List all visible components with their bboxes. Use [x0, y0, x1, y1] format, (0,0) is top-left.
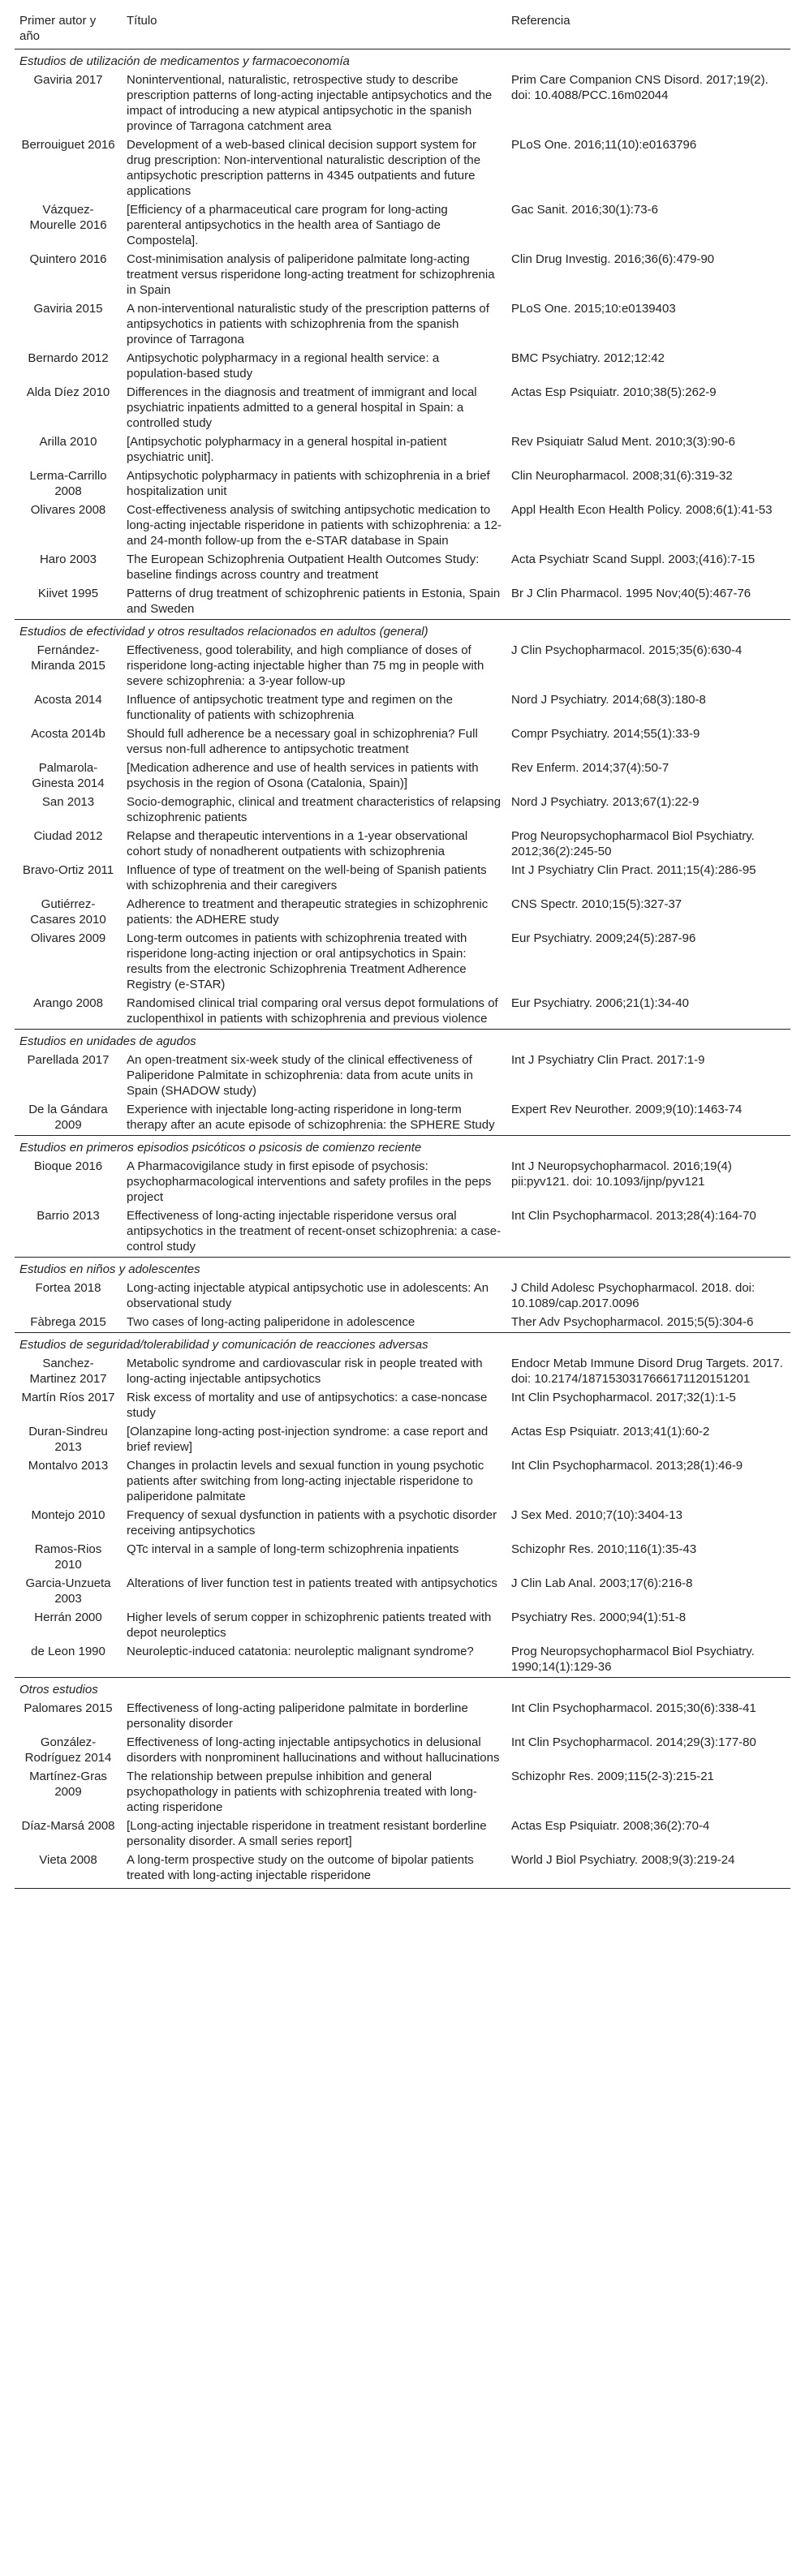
- reference-cell: Int Clin Psychopharmacol. 2013;28(1):46-9: [511, 1459, 743, 1473]
- reference-cell: Br J Clin Pharmacol. 1995 Nov;40(5):467-76: [511, 587, 751, 600]
- author-cell: Díaz-Marsá 2008: [21, 1819, 115, 1833]
- table-row: [15, 725, 790, 759]
- author-cell: Gaviria 2017: [33, 73, 103, 87]
- author-cell: De la Gándara 2009: [28, 1103, 108, 1132]
- reference-cell: Eur Psychiatry. 2006;21(1):34-40: [511, 996, 690, 1010]
- author-cell: Lerma-Carrillo 2008: [29, 469, 107, 498]
- author-cell: Fernández-Miranda 2015: [31, 643, 105, 673]
- author-cell: Arilla 2010: [39, 435, 97, 449]
- section-title: Estudios de seguridad/tolerabilidad y comunicación de reacciones adversas: [15, 1333, 790, 1356]
- table-row: [15, 300, 790, 350]
- table-row: [15, 433, 790, 467]
- table-row: [15, 1314, 790, 1333]
- author-cell: Ciudad 2012: [33, 829, 103, 843]
- reference-cell: CNS Spectr. 2010;15(5):327-37: [511, 897, 682, 911]
- reference-cell: Schizophr Res. 2010;116(1):35-43: [511, 1542, 697, 1556]
- table-row: [15, 1541, 790, 1575]
- author-cell: Ramos-Rios 2010: [34, 1542, 102, 1572]
- title-cell: [Antipsychotic polypharmacy in a general hospital in-patient psychiatric unit].: [127, 435, 447, 464]
- section-title: Estudios en niños y adolescentes: [15, 1258, 790, 1280]
- title-cell: Should full adherence be a necessary goal in schizophrenia? Full versus non-full adherence to antipsychotic treatment: [127, 727, 478, 756]
- author-cell: Gutiérrez-Casares 2010: [30, 897, 106, 927]
- author-cell: Bernardo 2012: [28, 351, 109, 365]
- table-row: [15, 691, 790, 725]
- table-row: [15, 759, 790, 793]
- table-row: [15, 1457, 790, 1507]
- reference-cell: Expert Rev Neurother. 2009;9(10):1463-74: [511, 1103, 743, 1116]
- title-cell: The relationship between prepulse inhibition and general psychopathology in patients with schizophrenia treated with long-acting risperidone: [127, 1770, 477, 1814]
- table-row: [15, 1768, 790, 1817]
- reference-cell: Eur Psychiatry. 2009;24(5):287-96: [511, 931, 696, 945]
- reference-cell: Clin Drug Investig. 2016;36(6):479-90: [511, 252, 715, 266]
- reference-cell: Int Clin Psychopharmacol. 2017;32(1):1-5: [511, 1391, 736, 1404]
- title-cell: Frequency of sexual dysfunction in patients with a psychotic disorder receiving antipsychotics: [127, 1508, 497, 1537]
- title-cell: [Long-acting injectable risperidone in treatment resistant borderline personality disorder. A small series report]: [127, 1819, 487, 1848]
- table-row: [15, 1101, 790, 1136]
- table-row: [15, 1051, 790, 1101]
- table-row: [15, 201, 790, 251]
- author-cell: Olivares 2009: [30, 931, 106, 945]
- title-cell: Alterations of liver function test in patients treated with antipsychotics: [127, 1576, 497, 1590]
- author-cell: Martín Ríos 2017: [21, 1391, 115, 1404]
- author-cell: San 2013: [41, 795, 95, 809]
- table-row: [15, 862, 790, 896]
- title-cell: Influence of antipsychotic treatment type and regimen on the functionality of patients with schizophrenia: [127, 693, 453, 722]
- author-cell: Montalvo 2013: [28, 1459, 109, 1473]
- reference-cell: Int Clin Psychopharmacol. 2013;28(4):164-70: [511, 1209, 756, 1223]
- author-cell: Quintero 2016: [29, 252, 107, 266]
- reference-cell: Int Clin Psychopharmacol. 2015;30(6):338-41: [511, 1701, 756, 1715]
- section-header-row: [15, 1136, 790, 1159]
- author-cell: Duran-Sindreu 2013: [28, 1425, 108, 1454]
- section-title: Estudios en primeros episodios psicóticos o psicosis de comienzo reciente: [15, 1136, 790, 1159]
- table-row: [15, 1507, 790, 1541]
- title-cell: Relapse and therapeutic interventions in a 1-year observational cohort study of nonadherent outpatients with schizophrenia: [127, 829, 468, 858]
- header-row: [15, 11, 790, 49]
- author-cell: Kiivet 1995: [37, 587, 99, 600]
- reference-cell: World J Biol Psychiatry. 2008;9(3):219-24: [506, 1851, 790, 1889]
- title-cell: Metabolic syndrome and cardiovascular risk in people treated with long-acting injectable antipsychotics: [127, 1357, 483, 1386]
- reference-cell: J Clin Lab Anal. 2003;17(6):216-8: [511, 1576, 693, 1590]
- table-row: [15, 995, 790, 1030]
- title-cell: The European Schizophrenia Outpatient Health Outcomes Study: baseline findings across country and treatment: [127, 553, 480, 582]
- author-cell: Barrio 2013: [37, 1209, 100, 1223]
- reference-cell: Acta Psychiatr Scand Suppl. 2003;(416):7-15: [511, 553, 755, 566]
- author-cell: Bravo-Ortiz 2011: [22, 863, 114, 877]
- reference-cell: Int J Psychiatry Clin Pract. 2017:1-9: [511, 1053, 705, 1067]
- title-cell: Neuroleptic-induced catatonia: neuroleptic malignant syndrome?: [127, 1645, 474, 1658]
- reference-cell: Nord J Psychiatry. 2013;67(1):22-9: [511, 795, 700, 809]
- title-cell: Long-term outcomes in patients with schizophrenia treated with risperidone long-acting injection or oral antipsychotics in Spain: results from the electronic Schizophrenia Treatment Adherence Registry (e-STAR): [127, 931, 467, 991]
- author-cell: Acosta 2014b: [31, 727, 105, 741]
- reference-cell: Appl Health Econ Health Policy. 2008;6(1):41-53: [511, 503, 773, 517]
- title-cell: QTc interval in a sample of long-term schizophrenia inpatients: [127, 1542, 459, 1556]
- studies-table: [15, 11, 790, 1889]
- title-cell: Long-acting injectable atypical antipsychotic use in adolescents: An observational study: [127, 1281, 489, 1310]
- reference-cell: Int J Psychiatry Clin Pract. 2011;15(4):286-95: [511, 863, 756, 877]
- reference-cell: Int Clin Psychopharmacol. 2014;29(3):177-80: [511, 1735, 756, 1749]
- author-cell: Olivares 2008: [30, 503, 106, 517]
- author-cell: Montejo 2010: [31, 1508, 105, 1522]
- title-cell: Development of a web-based clinical decision support system for drug prescription: Non-interventional naturalistic description of the antipsychotic prescription patterns in 4345 outpatients and future applications: [127, 138, 481, 198]
- section-title: Estudios de efectividad y otros resultados relacionados en adultos (general): [15, 620, 790, 643]
- title-cell: Socio-demographic, clinical and treatment characteristics of relapsing schizophrenic patients: [127, 795, 502, 824]
- table-row: [15, 642, 790, 691]
- table-row: [15, 1817, 790, 1851]
- title-cell: Effectiveness of long-acting paliperidone palmitate in borderline personality disorder: [127, 1701, 468, 1731]
- title-cell: [Medication adherence and use of health services in patients with psychosis in the region of Osona (Catalonia, Spain)]: [127, 761, 479, 790]
- reference-cell: Rev Enferm. 2014;37(4):50-7: [511, 761, 669, 775]
- title-cell: Differences in the diagnosis and treatment of immigrant and local psychiatric inpatients admitted to a general hospital in Spain: a controlled study: [127, 385, 477, 430]
- reference-cell: PLoS One. 2016;11(10):e0163796: [511, 138, 697, 152]
- table-body: [15, 49, 790, 1889]
- section-header-row: [15, 49, 790, 72]
- title-cell: Effectiveness of long-acting injectable risperidone versus oral antipsychotics in the treatment of recent-onset schizophrenia: a case-control study: [127, 1209, 502, 1254]
- title-cell: Changes in prolactin levels and sexual function in young psychotic patients after switching from long-acting injectable risperidone to paliperidone palmitate: [127, 1459, 484, 1503]
- title-cell: Antipsychotic polypharmacy in a regional health service: a population-based study: [127, 351, 440, 381]
- header-reference: Referencia: [506, 11, 790, 49]
- author-cell: Palmarola-Ginesta 2014: [32, 761, 105, 790]
- table-row: [15, 793, 790, 828]
- section-header-row: [15, 1333, 790, 1356]
- section-title: Estudios de utilización de medicamentos y farmacoeconomía: [19, 54, 350, 68]
- table-row: [15, 501, 790, 551]
- table-row: [15, 1389, 790, 1423]
- table-row: [15, 350, 790, 384]
- author-cell: de Leon 1990: [31, 1645, 105, 1658]
- author-cell: Martínez-Gras 2009: [29, 1770, 107, 1799]
- table-header: [15, 11, 790, 49]
- reference-cell: J Sex Med. 2010;7(10):3404-13: [511, 1508, 682, 1522]
- reference-cell: Prog Neuropsychopharmacol Biol Psychiatry. 2012;36(2):245-50: [511, 829, 755, 858]
- reference-cell: Rev Psiquiatr Salud Ment. 2010;3(3):90-6: [511, 435, 735, 449]
- table-row: [15, 467, 790, 501]
- table-row: [15, 896, 790, 930]
- table-row: [15, 1734, 790, 1768]
- author-cell: Haro 2003: [39, 553, 97, 566]
- author-cell: Fortea 2018: [35, 1281, 101, 1295]
- table-row: [15, 1700, 790, 1734]
- table-row: [15, 71, 790, 136]
- author-cell: Berrouiguet 2016: [21, 138, 115, 152]
- title-cell: Two cases of long-acting paliperidone in adolescence: [127, 1315, 415, 1329]
- title-cell: A non-interventional naturalistic study of the prescription patterns of antipsychotics in patients with schizophrenia from the spanish province of Tarragona: [127, 302, 489, 346]
- table-row: [15, 384, 790, 433]
- table-row: [15, 930, 790, 995]
- author-cell: Arango 2008: [33, 996, 103, 1010]
- author-cell: Bioque 2016: [33, 1159, 103, 1173]
- reference-cell: Actas Esp Psiquiatr. 2010;38(5):262-9: [511, 385, 717, 399]
- reference-cell: Actas Esp Psiquiatr. 2013;41(1):60-2: [511, 1425, 710, 1439]
- table-row: [15, 1851, 790, 1889]
- section-header-row: [15, 620, 790, 643]
- reference-cell: PLoS One. 2015;10:e0139403: [511, 302, 676, 316]
- author-cell: Parellada 2017: [27, 1053, 110, 1067]
- author-cell: Garcia-Unzueta 2003: [25, 1576, 111, 1606]
- table-row: [15, 585, 790, 620]
- reference-cell: Schizophr Res. 2009;115(2-3):215-21: [511, 1770, 714, 1783]
- title-cell: Patterns of drug treatment of schizophrenic patients in Estonia, Spain and Sweden: [127, 587, 501, 616]
- author-cell: Vázquez-Mourelle 2016: [29, 203, 107, 232]
- title-cell: Risk excess of mortality and use of antipsychotics: a case-noncase study: [127, 1391, 488, 1420]
- title-cell: An open-treatment six-week study of the clinical effectiveness of Paliperidone Palmitate in schizophrenia: data from acute units in Spain (SHADOW study): [127, 1053, 473, 1098]
- reference-cell: Prim Care Companion CNS Disord. 2017;19(2). doi: 10.4088/PCC.16m02044: [511, 73, 768, 102]
- title-cell: [Efficiency of a pharmaceutical care program for long-acting parenteral antipsychotics in the health area of Santiago de Compostela].: [127, 203, 448, 247]
- title-cell: Cost-effectiveness analysis of switching antipsychotic medication to long-acting injectable risperidone in patients with schizophrenia: a 12- and 24-month follow-up from the e-STAR database in Spain: [127, 503, 502, 548]
- author-cell: Herrán 2000: [34, 1611, 102, 1624]
- title-cell: A Pharmacovigilance study in first episode of psychosis: psychopharmacological interventions and safety profiles in the peps project: [127, 1159, 492, 1204]
- author-cell: Fàbrega 2015: [30, 1315, 106, 1329]
- author-cell: Vieta 2008: [15, 1851, 122, 1889]
- reference-cell: Psychiatry Res. 2000;94(1):51-8: [511, 1611, 687, 1624]
- reference-cell: Actas Esp Psiquiatr. 2008;36(2):70-4: [511, 1819, 710, 1833]
- reference-cell: Endocr Metab Immune Disord Drug Targets. 2017. doi: 10.2174/1871530317666171120151201: [511, 1357, 783, 1386]
- reference-cell: Int J Neuropsychopharmacol. 2016;19(4) pii:pyv121. doi: 10.1093/ijnp/pyv121: [511, 1159, 732, 1189]
- header-author: Primer autor y año: [15, 11, 122, 49]
- table-row: [15, 1423, 790, 1457]
- title-cell: Effectiveness of long-acting injectable antipsychotics in delusional disorders with nonprominent hallucinations and without hallucinations: [127, 1735, 500, 1765]
- title-cell: Antipsychotic polypharmacy in patients with schizophrenia in a brief hospitalization unit: [127, 469, 490, 498]
- title-cell: Cost-minimisation analysis of paliperidone palmitate long-acting treatment versus risperidone long-acting treatment for schizophrenia in Spain: [127, 252, 495, 297]
- title-cell: [Olanzapine long-acting post-injection syndrome: a case report and brief review]: [127, 1425, 489, 1454]
- author-cell: Palomares 2015: [24, 1701, 113, 1715]
- reference-cell: Gac Sanit. 2016;30(1):73-6: [511, 203, 658, 217]
- header-title: Título: [122, 11, 506, 49]
- author-cell: González-Rodríguez 2014: [24, 1735, 112, 1765]
- reference-cell: J Child Adolesc Psychopharmacol. 2018. doi: 10.1089/cap.2017.0096: [511, 1281, 755, 1310]
- author-cell: Gaviria 2015: [33, 302, 103, 316]
- title-cell: A long-term prospective study on the outcome of bipolar patients treated with long-acting injectable risperidone: [122, 1851, 506, 1889]
- table-row: [15, 551, 790, 585]
- title-cell: Influence of type of treatment on the well-being of Spanish patients with schizophrenia and their caregivers: [127, 863, 487, 892]
- table-row: [15, 1609, 790, 1643]
- reference-cell: Prog Neuropsychopharmacol Biol Psychiatry. 1990;14(1):129-36: [511, 1645, 755, 1674]
- title-cell: Randomised clinical trial comparing oral versus depot formulations of zuclopenthixol in patients with schizophrenia and previous violence: [127, 996, 498, 1026]
- section-header-row: [15, 1678, 790, 1701]
- reference-cell: Ther Adv Psychopharmacol. 2015;5(5):304-6: [511, 1315, 754, 1329]
- section-header-row: [15, 1030, 790, 1052]
- author-cell: Alda Díez 2010: [26, 385, 110, 399]
- table-row: [15, 1279, 790, 1314]
- table-row: [15, 1207, 790, 1258]
- table-row: [15, 1575, 790, 1609]
- section-title: Estudios en unidades de agudos: [15, 1030, 790, 1052]
- title-cell: Effectiveness, good tolerability, and high compliance of doses of risperidone long-acting injectable higher than 75 mg in people with severe schizophrenia: a 3-year follow-up: [127, 643, 484, 688]
- title-cell: Adherence to treatment and therapeutic strategies in schizophrenic patients: the ADHERE study: [127, 897, 489, 927]
- author-cell: Acosta 2014: [34, 693, 102, 707]
- table-row: [15, 828, 790, 862]
- table-row: [15, 1355, 790, 1389]
- section-title: Otros estudios: [15, 1678, 790, 1701]
- table-row: [15, 1158, 790, 1207]
- table-row: [15, 251, 790, 300]
- reference-cell: BMC Psychiatry. 2012;12:42: [511, 351, 665, 365]
- author-cell: Sanchez-Martinez 2017: [29, 1357, 107, 1386]
- table-row: [15, 1643, 790, 1678]
- title-cell: Experience with injectable long-acting risperidone in long-term therapy after an acute episode of schizophrenia: the SPHERE Study: [127, 1103, 495, 1132]
- reference-cell: Clin Neuropharmacol. 2008;31(6):319-32: [511, 469, 733, 483]
- title-cell: Higher levels of serum copper in schizophrenic patients treated with depot neuroleptics: [127, 1611, 492, 1640]
- reference-cell: Nord J Psychiatry. 2014;68(3):180-8: [511, 693, 706, 707]
- title-cell: Noninterventional, naturalistic, retrospective study to describe prescription patterns of long-acting injectable antipsychotics and the impact of introducing a new atypical antipsychotic in the spanish province of Tarragona catchment area: [127, 73, 493, 133]
- reference-cell: Compr Psychiatry. 2014;55(1):33-9: [511, 727, 700, 741]
- table-row: [15, 136, 790, 201]
- section-header-row: [15, 1258, 790, 1280]
- reference-cell: J Clin Psychopharmacol. 2015;35(6):630-4: [511, 643, 743, 657]
